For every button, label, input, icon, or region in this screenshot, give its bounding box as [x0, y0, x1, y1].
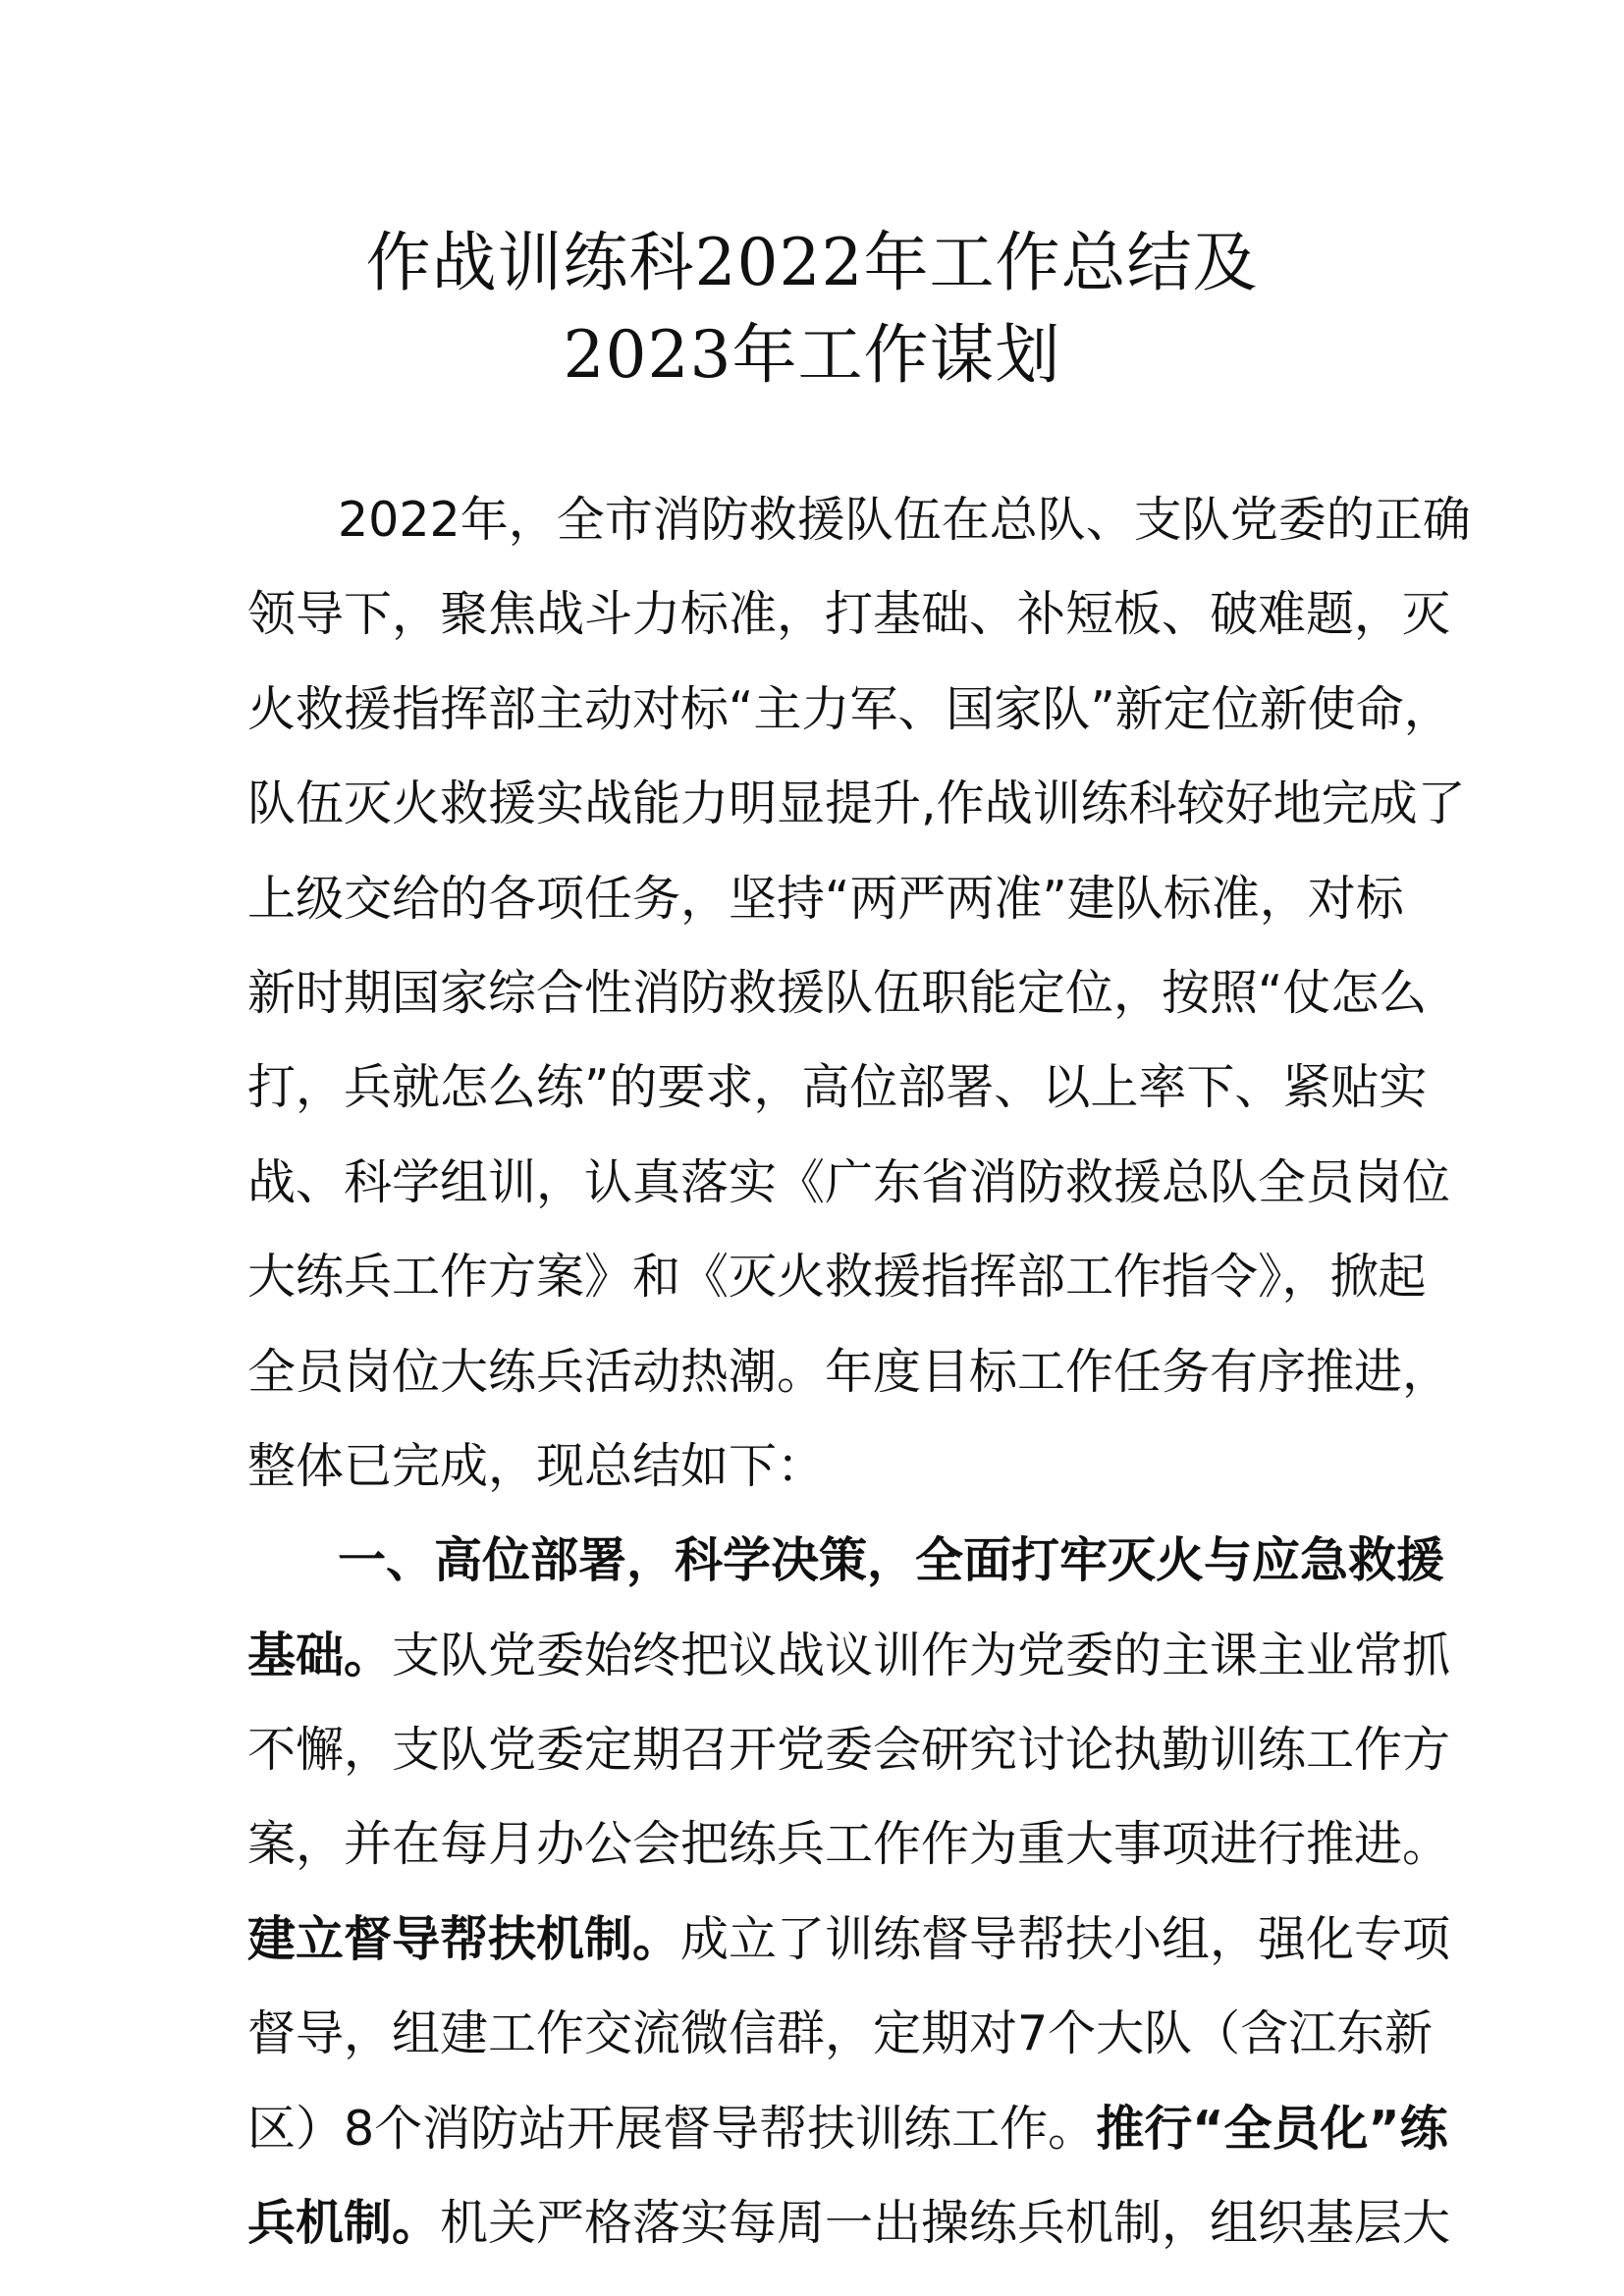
section-heading-end: 基础。: [247, 1627, 393, 1683]
paragraph-line: 2022年，全市消防救援队伍在总队、支队党委的正确: [338, 492, 1471, 548]
paragraph-line: 火救援指挥部主动对标“主力军、国家队”新定位新使命，: [247, 680, 1452, 737]
paragraph-text: 支队党委始终把议战议训作为党委的主课主业常抓: [392, 1627, 1451, 1683]
paragraph-line: 领导下，聚焦战斗力标准，打基础、补短板、破难题，灭: [247, 586, 1451, 643]
section-heading-line: [247, 1514, 1445, 1608]
paragraph-line: 打，兵就怎么练”的要求，高位部署、以上率下、紧贴实: [247, 1059, 1428, 1116]
paragraph-line: 全员岗位大练兵活动热潮。年度目标工作任务有序推进，: [247, 1343, 1451, 1400]
paragraph-line: [247, 1609, 1451, 1703]
paragraph-line: [247, 2082, 1448, 2176]
subsection-heading: 建立督导帮扶机制。: [247, 1910, 681, 1967]
paragraph-line: 上级交给的各项任务，坚持“两严两准”建队标准，对标: [247, 870, 1404, 927]
paragraph-line: 战、科学组训，认真落实《广东省消防救援总队全员岗位: [247, 1153, 1451, 1210]
paragraph-line: 队伍灭火救援实战能力明显提升,作战训练科较好地完成了: [247, 775, 1466, 832]
paragraph-text: 成立了训练督导帮扶小组，强化专项: [680, 1910, 1451, 1967]
paragraph-line: 督导，组建工作交流微信群，定期对7个大队（含江东新: [247, 2005, 1434, 2062]
paragraph-line: 大练兵工作方案》和《灭火救援指挥部工作指令》，掀起: [247, 1249, 1427, 1306]
subsection-heading: 推行“全员化”练: [1096, 2100, 1448, 2157]
document-title-line-2: 2023年工作谋划: [563, 317, 1061, 393]
paragraph-line: [247, 2176, 1451, 2270]
paragraph-line: 案，并在每月办公会把练兵工作作为重大事项进行推进。: [247, 1816, 1451, 1873]
paragraph-text: 机关严格落实每周一出操练兵机制，组织基层大: [440, 2195, 1451, 2252]
paragraph-line: 新时期国家综合性消防救援队伍职能定位，按照“仗怎么: [247, 964, 1428, 1021]
subsection-heading-end: 兵机制。: [247, 2195, 441, 2252]
intro-paragraph: [247, 473, 1471, 2270]
document-title-line-1: 作战训练科2022年工作总结及: [365, 225, 1259, 300]
paragraph-text: 区）8个消防站开展督导帮扶训练工作。: [247, 2100, 1097, 2157]
paragraph-line: 不懈，支队党委定期召开党委会研究讨论执勤训练工作方: [247, 1722, 1451, 1779]
paragraph-line: [247, 1893, 1451, 1987]
paragraph-line: 整体已完成，现总结如下：: [247, 1437, 826, 1494]
section-heading: 一、高位部署，科学决策，全面打牢灭火与应急救援: [338, 1532, 1445, 1589]
